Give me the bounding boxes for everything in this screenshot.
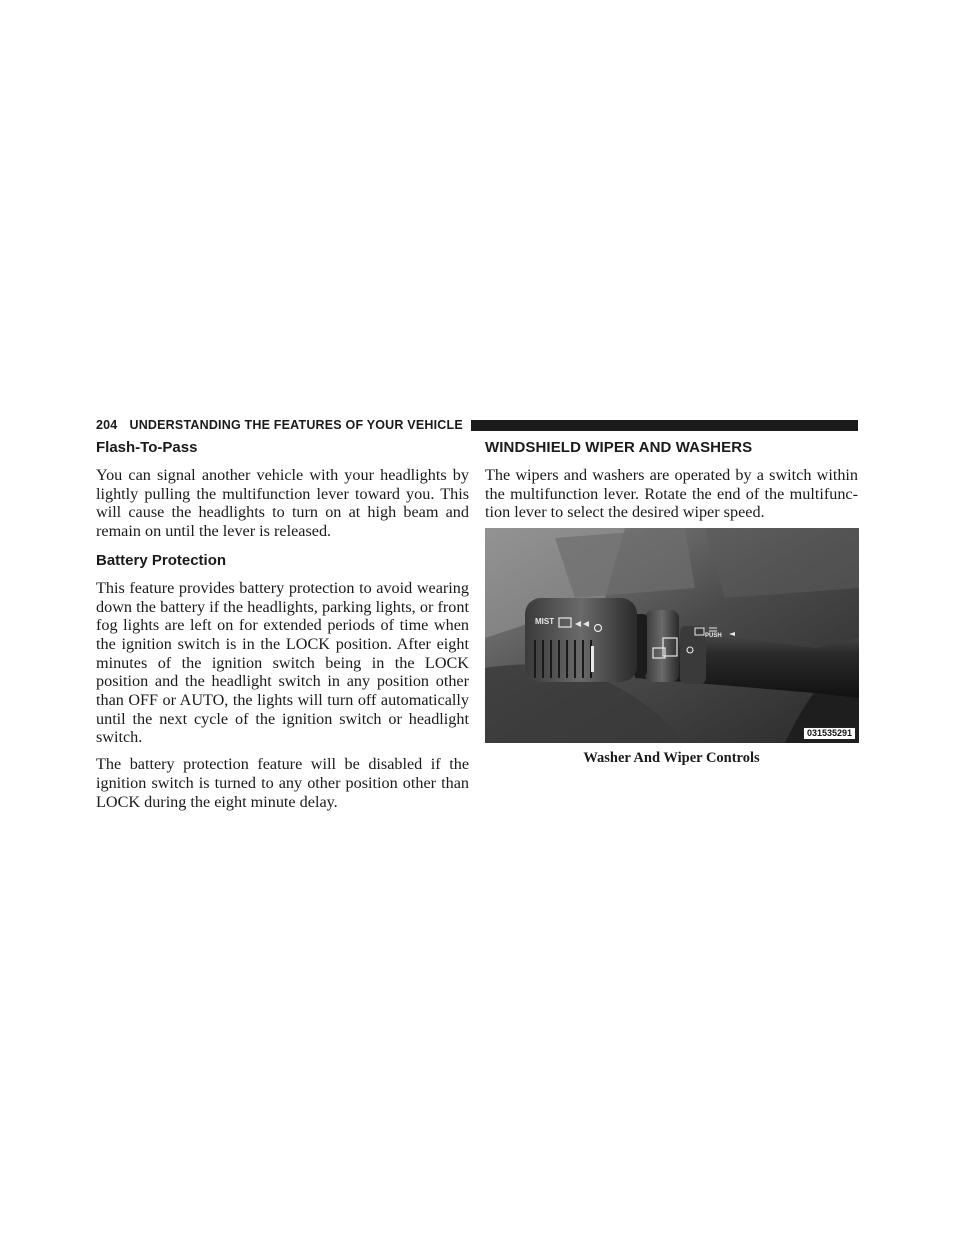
windshield-wiper-text: The wipers and washers are operated by a switch within the multifunction lever. Rotate the end of the multifunction lever to select the desired wiper speed. (485, 466, 858, 522)
right-column (485, 438, 858, 767)
page-number: 204 (96, 418, 118, 432)
lever-push-text: PUSH (705, 633, 722, 640)
flash-to-pass-heading: Flash-To-Pass (96, 439, 198, 456)
battery-protection-text-1: This feature provides battery protection to avoid wearing down the battery if the headlights, parking lights, or front fog lights are left on for extended periods of time when the ignition switch is in the LOCK position. After eight minutes of the ignition switch being in the LOCK position and the headlight switch in any position other than OFF or AUTO, the lights will turn off automatically until the next cycle of the ignition switch or headlight switch. (96, 578, 469, 747)
battery-protection-text-2: The battery protection feature will be disabled if the ignition switch is turned to any other position other than LOCK during the eight minute delay. (96, 755, 469, 811)
figure-caption: Washer And Wiper Controls (583, 750, 760, 767)
page-header (96, 416, 858, 434)
wiper-lever-illustration (485, 528, 859, 743)
running-title: UNDERSTANDING THE FEATURES OF YOUR VEHICLE (129, 418, 463, 432)
battery-protection-heading: Battery Protection (96, 551, 227, 569)
lever-mist-text: MIST (535, 617, 555, 627)
wiper-lever-photo (485, 528, 859, 743)
windshield-wiper-heading: WINDSHIELD WIPER AND WASHERS (485, 439, 753, 456)
figure-id-label: 031535291 (803, 727, 856, 740)
flash-to-pass-text: You can signal another vehicle with your headlights by lightly pulling the multifunction lever toward you. This will cause the headlights to turn on at high beam and remain on until the lever is released. (96, 466, 469, 541)
header-rule (471, 420, 858, 431)
left-column (96, 438, 469, 811)
